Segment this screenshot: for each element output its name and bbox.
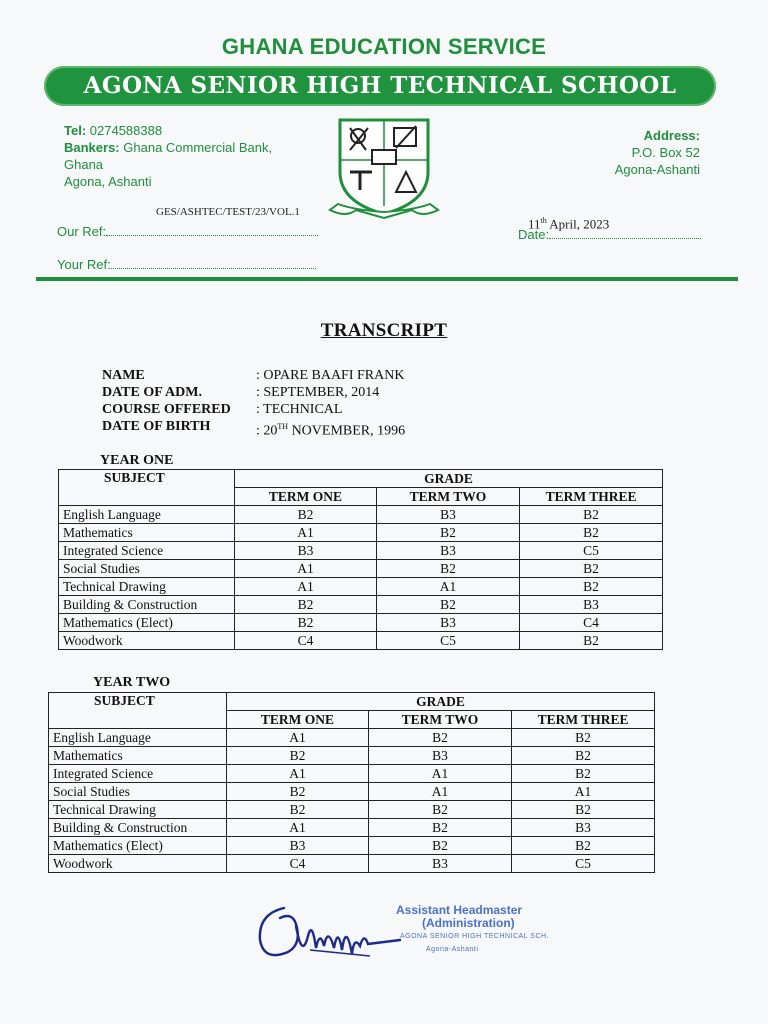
your-ref-blank bbox=[111, 256, 316, 269]
tel-number: 0274588388 bbox=[89, 123, 163, 138]
date-value bbox=[528, 216, 609, 232]
grade-cell: B2 bbox=[520, 560, 663, 578]
term-two-header: TERM TWO bbox=[377, 488, 520, 506]
grade-cell: A1 bbox=[227, 819, 369, 837]
our-ref-line bbox=[57, 223, 318, 239]
subject-cell: English Language bbox=[59, 506, 235, 524]
table-header-row bbox=[59, 470, 663, 488]
grade-cell: B2 bbox=[369, 801, 512, 819]
table-row bbox=[59, 614, 663, 632]
table-header-row bbox=[49, 693, 655, 711]
grade-header: GRADE bbox=[227, 693, 655, 711]
our-ref-value: GES/ASHTEC/TEST/23/VOL.1 bbox=[156, 206, 300, 218]
address-block bbox=[615, 127, 700, 178]
grade-cell: B2 bbox=[369, 729, 512, 747]
info-row-dob bbox=[102, 418, 405, 440]
grade-cell: B2 bbox=[520, 578, 663, 596]
our-ref-blank bbox=[106, 223, 318, 236]
grade-cell: B2 bbox=[369, 837, 512, 855]
year-two-label: YEAR TWO bbox=[93, 675, 171, 690]
grade-cell: B3 bbox=[512, 819, 655, 837]
grade-cell: B3 bbox=[369, 747, 512, 765]
title-text: TRANSCRIPT bbox=[320, 320, 448, 341]
table-row bbox=[59, 578, 663, 596]
subject-cell: Social Studies bbox=[59, 560, 235, 578]
subject-cell: Integrated Science bbox=[59, 542, 235, 560]
grade-cell: A1 bbox=[512, 783, 655, 801]
table-row bbox=[49, 837, 655, 855]
subject-cell: Building & Construction bbox=[49, 819, 227, 837]
year-two-table bbox=[48, 692, 655, 873]
info-row-adm bbox=[102, 384, 405, 401]
table-row bbox=[59, 596, 663, 614]
grade-cell: B2 bbox=[235, 614, 377, 632]
grade-cell: A1 bbox=[235, 560, 377, 578]
location-line: Agona, Ashanti bbox=[64, 174, 152, 189]
table-row bbox=[49, 729, 655, 747]
grade-header: GRADE bbox=[235, 470, 663, 488]
grade-cell: A1 bbox=[235, 578, 377, 596]
grade-cell: A1 bbox=[227, 765, 369, 783]
term-two-header: TERM TWO bbox=[369, 711, 512, 729]
name-value: : OPARE BAAFI FRANK bbox=[256, 368, 405, 383]
subject-cell: Mathematics bbox=[59, 524, 235, 542]
grade-cell: A1 bbox=[369, 783, 512, 801]
subject-cell: Woodwork bbox=[59, 632, 235, 650]
term-one-header: TERM ONE bbox=[227, 711, 369, 729]
dob-value bbox=[256, 418, 405, 440]
grade-cell: B2 bbox=[377, 560, 520, 578]
your-ref-line bbox=[57, 256, 316, 272]
term-three-header: TERM THREE bbox=[512, 711, 655, 729]
grade-cell: B2 bbox=[512, 747, 655, 765]
grade-cell: B2 bbox=[227, 747, 369, 765]
info-row-name bbox=[102, 367, 405, 384]
tel-line bbox=[64, 122, 272, 139]
grade-cell: B3 bbox=[377, 506, 520, 524]
letterhead-divider bbox=[36, 277, 738, 281]
date-day: 11 bbox=[528, 216, 541, 232]
grade-cell: B3 bbox=[369, 855, 512, 873]
stamp-school: AGONA SENIOR HIGH TECHNICAL SCH. bbox=[400, 933, 550, 940]
stamp-title: Assistant Headmaster bbox=[396, 903, 523, 917]
address-label: Address: bbox=[643, 128, 700, 143]
grade-cell: A1 bbox=[377, 578, 520, 596]
subject-cell: Social Studies bbox=[49, 783, 227, 801]
subject-cell: Mathematics (Elect) bbox=[49, 837, 227, 855]
dob-rest: NOVEMBER, 1996 bbox=[288, 423, 406, 439]
grade-cell: B2 bbox=[227, 783, 369, 801]
bankers-label: Bankers: bbox=[64, 140, 120, 155]
subject-cell: Mathematics (Elect) bbox=[59, 614, 235, 632]
grade-cell: B2 bbox=[520, 524, 663, 542]
grade-cell: B3 bbox=[377, 614, 520, 632]
grade-cell: A1 bbox=[235, 524, 377, 542]
table-row bbox=[49, 783, 655, 801]
table-row bbox=[49, 801, 655, 819]
service-heading: GHANA EDUCATION SERVICE bbox=[221, 34, 547, 59]
grade-cell: B3 bbox=[520, 596, 663, 614]
year-one-table bbox=[58, 469, 663, 650]
date-label: Date: bbox=[518, 227, 550, 242]
bankers-line-2: Ghana bbox=[64, 157, 104, 172]
subject-cell: Woodwork bbox=[49, 855, 227, 873]
grade-cell: C4 bbox=[227, 855, 369, 873]
table-row bbox=[49, 765, 655, 783]
table-row bbox=[49, 819, 655, 837]
adm-label: DATE OF ADM. bbox=[102, 385, 202, 400]
name-label: NAME bbox=[102, 368, 145, 383]
course-value: : TECHNICAL bbox=[256, 402, 343, 417]
subject-cell: Technical Drawing bbox=[49, 801, 227, 819]
grade-cell: B2 bbox=[512, 837, 655, 855]
bankers-name: Ghana Commercial Bank, bbox=[123, 140, 273, 155]
table-row bbox=[59, 524, 663, 542]
contact-block bbox=[64, 122, 272, 190]
dob-suffix: TH bbox=[277, 422, 289, 431]
grade-cell: B2 bbox=[369, 819, 512, 837]
stamp-subtitle: (Administration) bbox=[422, 916, 515, 930]
official-stamp bbox=[396, 904, 549, 956]
school-name: AGONA SENIOR HIGH TECHNICAL SCHOOL bbox=[83, 72, 677, 99]
term-one-header: TERM ONE bbox=[235, 488, 377, 506]
grade-cell: B2 bbox=[520, 632, 663, 650]
course-label: COURSE OFFERED bbox=[102, 402, 231, 417]
dob-day: : 20 bbox=[256, 423, 278, 439]
document-title bbox=[0, 320, 768, 342]
term-three-header: TERM THREE bbox=[520, 488, 663, 506]
table-row bbox=[49, 747, 655, 765]
subject-cell: Technical Drawing bbox=[59, 578, 235, 596]
subject-cell: Mathematics bbox=[49, 747, 227, 765]
adm-value: : SEPTEMBER, 2014 bbox=[256, 385, 380, 400]
grade-cell: C4 bbox=[520, 614, 663, 632]
grade-cell: B2 bbox=[520, 506, 663, 524]
subject-header: SUBJECT bbox=[49, 693, 227, 729]
grade-cell: B2 bbox=[235, 506, 377, 524]
grade-cell: C5 bbox=[377, 632, 520, 650]
grade-cell: B2 bbox=[512, 801, 655, 819]
table-row bbox=[49, 855, 655, 873]
grade-cell: B2 bbox=[377, 596, 520, 614]
date-suffix: th bbox=[540, 216, 547, 225]
our-ref-label: Our Ref: bbox=[57, 224, 107, 239]
grade-cell: B2 bbox=[227, 801, 369, 819]
grade-cell: B3 bbox=[235, 542, 377, 560]
grade-cell: C5 bbox=[520, 542, 663, 560]
info-row-course bbox=[102, 401, 405, 418]
grade-cell: B2 bbox=[512, 729, 655, 747]
grade-cell: A1 bbox=[227, 729, 369, 747]
date-rest: April, 2023 bbox=[546, 216, 610, 232]
grade-cell: B2 bbox=[377, 524, 520, 542]
table-row bbox=[59, 632, 663, 650]
signature-icon bbox=[250, 896, 410, 970]
year-one-label: YEAR ONE bbox=[100, 453, 174, 468]
grade-cell: A1 bbox=[369, 765, 512, 783]
subject-header: SUBJECT bbox=[59, 470, 235, 506]
school-crest-icon bbox=[326, 114, 442, 224]
subject-cell: English Language bbox=[49, 729, 227, 747]
grade-cell: B2 bbox=[512, 765, 655, 783]
table-row bbox=[59, 560, 663, 578]
grade-cell: B2 bbox=[235, 596, 377, 614]
student-info bbox=[102, 367, 405, 440]
address-line-2: Agona-Ashanti bbox=[614, 162, 700, 177]
grade-cell: B3 bbox=[227, 837, 369, 855]
table-row bbox=[59, 506, 663, 524]
grade-cell: C5 bbox=[512, 855, 655, 873]
grade-cell: B3 bbox=[377, 542, 520, 560]
subject-cell: Integrated Science bbox=[49, 765, 227, 783]
your-ref-label: Your Ref: bbox=[57, 257, 111, 272]
tel-label: Tel: bbox=[64, 123, 87, 138]
stamp-location: Agona-Ashanti bbox=[426, 946, 479, 953]
address-line-1: P.O. Box 52 bbox=[631, 145, 700, 160]
table-row bbox=[59, 542, 663, 560]
dob-label: DATE OF BIRTH bbox=[102, 419, 211, 434]
bankers-line bbox=[64, 139, 272, 156]
subject-cell: Building & Construction bbox=[59, 596, 235, 614]
grade-cell: C4 bbox=[235, 632, 377, 650]
